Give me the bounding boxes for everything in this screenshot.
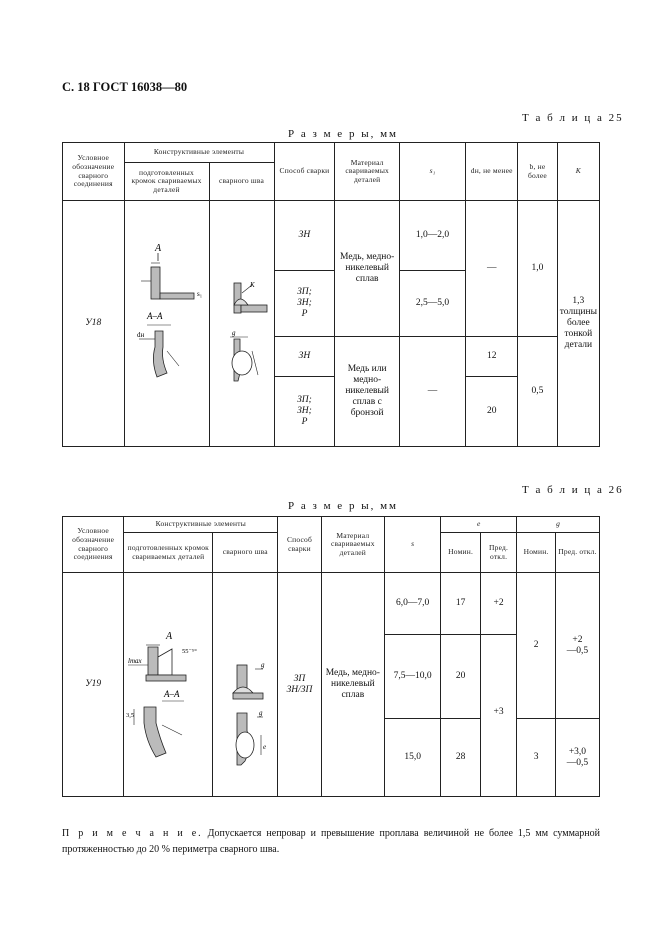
edge-prep-drawing-u18 — [127, 201, 207, 401]
svg-text:55⁻⁵°: 55⁻⁵° — [182, 647, 198, 655]
t26-h-e-dev: Пред. откл. — [480, 533, 516, 573]
t26-e-dev-b: +3 — [480, 635, 516, 797]
t26-h-structural: Конструктивные элементы — [124, 517, 278, 533]
table26 — [62, 516, 600, 797]
svg-text:g: g — [261, 660, 265, 669]
t26-edges-drawing — [124, 573, 213, 797]
t26-h-method: Способ сварки — [278, 517, 321, 573]
svg-text:3,5: 3,5 — [126, 711, 135, 719]
t26-e-nom-a: 17 — [441, 573, 481, 635]
t25-dn-a: — — [466, 201, 518, 337]
t25-b-b: 0,5 — [518, 337, 557, 447]
section-label: А–А — [146, 311, 162, 321]
svg-text:lmax: lmax — [128, 656, 142, 665]
t25-h-s1: s₁ — [399, 143, 465, 201]
t26-h-g-dev: Пред. откл. — [555, 533, 599, 573]
t26-h-g: g — [517, 517, 600, 533]
table26-caption: Т а б л и ц а 26 — [522, 484, 624, 496]
t26-h-designation: Условное обозначение сварного соединения — [63, 517, 124, 573]
table25 — [62, 142, 600, 447]
svg-text:А–А: А–А — [164, 688, 180, 699]
t25-h-edges: подготовленных кромок свариваемых деталей — [124, 163, 209, 201]
table26-subtitle: Р а з м е р ы, мм — [288, 500, 399, 512]
t26-s-b: 7,5—10,0 — [384, 635, 440, 719]
t26-designation: У19 — [63, 573, 124, 797]
table25-caption: Т а б л и ц а 25 — [522, 112, 624, 124]
t26-g-nom-a: 2 — [517, 573, 556, 719]
t25-method-1: ЗН — [274, 201, 335, 271]
t26-g-dev-a: +2 —0,5 — [555, 573, 599, 719]
t26-h-s: s — [384, 517, 440, 573]
svg-text:g: g — [231, 329, 235, 337]
svg-text:А: А — [166, 630, 173, 642]
t26-g-nom-b: 3 — [517, 719, 556, 797]
weld-drawing-u19 — [215, 585, 275, 785]
svg-text:g: g — [259, 708, 263, 717]
t25-h-material: Материал свариваемых деталей — [335, 143, 399, 201]
t26-h-edges: подготовленных кромок свариваемых деталей — [124, 533, 213, 573]
t26-h-weld: сварного шва — [213, 533, 278, 573]
t25-material-2: Медь или медно-никелевый сплав с бронзой — [335, 337, 399, 447]
page-title: С. 18 ГОСТ 16038—80 — [62, 80, 188, 94]
weld-drawing-u18 — [212, 201, 272, 401]
note-lead: П р и м е ч а н и е. — [62, 828, 203, 839]
t26-g-dev-b: +3,0 —0,5 — [555, 719, 599, 797]
svg-text:dн: dн — [136, 331, 144, 339]
t25-h-weld: сварного шва — [209, 163, 274, 201]
t25-h-designation: Условное обозначение сварного соединения — [63, 143, 125, 201]
table-note — [62, 826, 600, 858]
t26-s-c: 15,0 — [384, 719, 440, 797]
t26-h-e-nom: Номин. — [441, 533, 481, 573]
edge-prep-drawing-u19 — [126, 585, 210, 785]
table25-subtitle: Р а з м е р ы, мм — [288, 128, 399, 140]
t26-e-nom-c: 28 — [441, 719, 481, 797]
t25-s1-a: 1,0—2,0 — [399, 201, 465, 271]
t25-s1-b: 2,5—5,0 — [399, 271, 465, 337]
t25-method-2: ЗП; ЗН; Р — [274, 271, 335, 337]
t25-s1-c: — — [399, 337, 465, 447]
t25-method-4: ЗП; ЗН; Р — [274, 377, 335, 447]
t25-h-method: Способ сварки — [274, 143, 335, 201]
t26-weld-drawing — [213, 573, 278, 797]
svg-text:e: e — [263, 742, 267, 751]
t26-material: Медь, медно-никелевый сплав — [321, 573, 384, 797]
t25-dn-c: 20 — [466, 377, 518, 447]
t26-h-material: Материал свариваемых деталей — [321, 517, 384, 573]
svg-text:А: А — [154, 243, 161, 254]
t25-method-3: ЗН — [274, 337, 335, 377]
t25-material-1: Медь, медно-никелевый сплав — [335, 201, 399, 337]
t26-e-dev-a: +2 — [480, 573, 516, 635]
t25-h-k: K — [557, 143, 599, 201]
note-text: Допускается непровар и превышение проплава величиной не более 1,5 мм суммарной протяженностью до 20 % периметра сварного шва. — [62, 828, 601, 855]
t25-edges-drawing — [124, 201, 209, 447]
t25-h-b: b, не более — [518, 143, 557, 201]
t25-k: 1,3 толщины более тонкой детали — [557, 201, 599, 447]
t26-e-nom-b: 20 — [441, 635, 481, 719]
t25-h-dn: dн, не менее — [466, 143, 518, 201]
t26-h-e: e — [441, 517, 517, 533]
t26-method: ЗП ЗН/ЗП — [278, 573, 321, 797]
t25-dn-b: 12 — [466, 337, 518, 377]
t26-h-g-nom: Номин. — [517, 533, 556, 573]
t25-b-a: 1,0 — [518, 201, 557, 337]
t26-s-a: 6,0—7,0 — [384, 573, 440, 635]
t25-weld-drawing — [209, 201, 274, 447]
svg-text:s₁: s₁ — [196, 290, 202, 298]
svg-text:K: K — [249, 281, 255, 289]
t25-h-structural: Конструктивные элементы — [124, 143, 274, 163]
t25-designation: У18 — [63, 201, 125, 447]
